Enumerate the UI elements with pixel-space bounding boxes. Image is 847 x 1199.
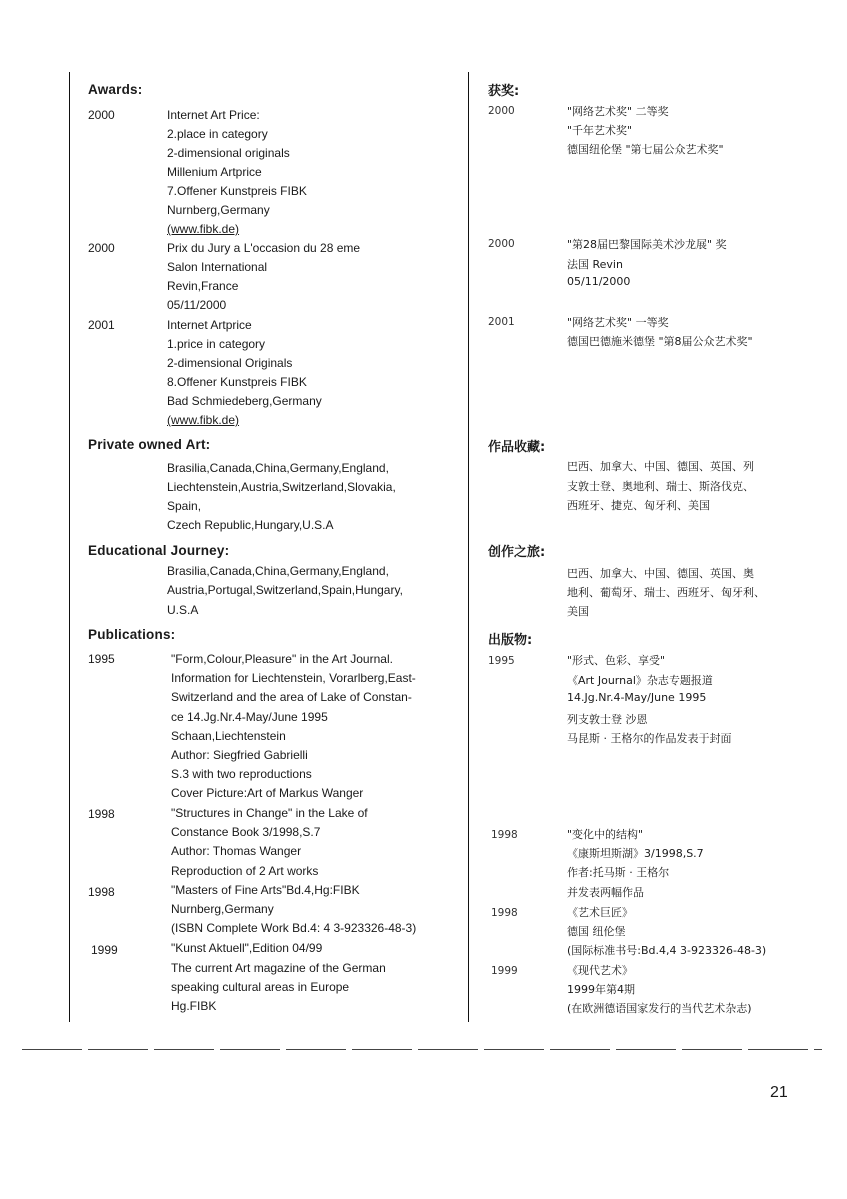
footer-rule (22, 1049, 822, 1050)
entry-line: U.S.A (167, 603, 199, 617)
award-year: 2000 (88, 241, 115, 255)
center-column-rule (468, 72, 469, 1022)
entry-line: Constance Book 3/1998,S.7 (171, 825, 321, 839)
award-year: 2000 (88, 108, 115, 122)
entry-line: Prix du Jury a L'occasion du 28 eme (167, 241, 361, 255)
publication-year: 1995 (88, 652, 115, 666)
entry-line: 巴西、加拿大、中国、德国、英国、奥 (567, 567, 754, 580)
entry-line: Brasilia,Canada,China,Germany,England, (167, 461, 389, 475)
publication-year: 1998 (491, 829, 518, 841)
award-year: 2001 (488, 316, 515, 328)
page-number: 21 (770, 1084, 788, 1101)
entry-line: 8.Offener Kunstpreis FIBK (167, 375, 307, 389)
entry-line: Nurnberg,Germany (167, 203, 270, 217)
educational-journey-heading: Educational Journey: (88, 543, 230, 558)
entry-line: 05/11/2000 (167, 298, 227, 312)
entry-line: 《康斯坦斯湖》3/1998,S.7 (567, 847, 704, 860)
entry-line: 作者:托马斯 · 王格尔 (567, 866, 670, 879)
publication-year: 1998 (88, 807, 115, 821)
publication-year: 1999 (91, 943, 118, 957)
entry-line: The current Art magazine of the German (171, 961, 386, 975)
entry-line: 法国 Revin (567, 258, 623, 271)
entry-line: 支敦士登、奥地利、瑞士、斯洛伐克、 (567, 480, 754, 493)
award-year: 2001 (88, 318, 115, 332)
entry-line: 德国巴德施米德堡 "第8届公众艺术奖" (567, 335, 753, 348)
award-year: 2000 (488, 238, 515, 250)
entry-line: 《现代艺术》 (567, 964, 633, 977)
entry-line: "网络艺术奖" 一等奖 (567, 316, 669, 329)
entry-line: (www.fibk.de) (167, 222, 240, 236)
entry-line: 《Art Journal》杂志专题报道 (567, 674, 713, 687)
entry-line: Cover Picture:Art of Markus Wanger (171, 786, 364, 800)
entry-line: Schaan,Liechtenstein (171, 729, 286, 743)
entry-line: 地利、葡萄牙、瑞士、西班牙、匈牙利、 (567, 586, 765, 599)
entry-line: Austria,Portugal,Switzerland,Spain,Hungary, (167, 583, 403, 597)
publication-year: 1998 (491, 907, 518, 919)
entry-line: "第28届巴黎国际美术沙龙展" 奖 (567, 238, 727, 251)
entry-line: (www.fibk.de) (167, 413, 240, 427)
entry-line: 2-dimensional Originals (167, 356, 293, 370)
entry-line: 马昆斯 · 王格尔的作品发表于封面 (567, 732, 732, 745)
entry-line: 05/11/2000 (567, 275, 631, 288)
entry-line: "形式、色彩、享受" (567, 654, 666, 667)
entry-line: "变化中的结构" (567, 828, 644, 841)
entry-line: "Kunst Aktuell",Edition 04/99 (171, 941, 323, 955)
awards-heading-zh: 获奖: (488, 84, 520, 99)
entry-line: Spain, (167, 499, 202, 513)
entry-line: 列支敦士登 沙恩 (567, 713, 648, 726)
entry-line: "网络艺术奖" 二等奖 (567, 105, 669, 118)
publications-heading: Publications: (88, 627, 176, 642)
entry-line: 2.place in category (167, 127, 268, 141)
entry-line: (在欧洲德语国家发行的当代艺术杂志) (567, 1002, 752, 1015)
publications-heading-zh: 出版物: (488, 633, 533, 648)
entry-line: Switzerland and the area of Lake of Constan- (171, 690, 412, 704)
entry-line: Millenium Artprice (167, 165, 262, 179)
entry-line: Reproduction of 2 Art works (171, 864, 319, 878)
entry-line: Internet Artprice (167, 318, 252, 332)
entry-line: speaking cultural areas in Europe (171, 980, 350, 994)
entry-line: 德国 纽伦堡 (567, 925, 626, 938)
entry-line: 1.price in category (167, 337, 266, 351)
award-year: 2000 (488, 105, 515, 117)
journey-heading-zh: 创作之旅: (488, 545, 546, 560)
private-owned-heading: Private owned Art: (88, 437, 211, 452)
entry-line: 并发表两幅作品 (567, 886, 644, 899)
entry-line: "Form,Colour,Pleasure" in the Art Journal. (171, 652, 393, 666)
entry-line: 14.Jg.Nr.4-May/June 1995 (567, 691, 707, 704)
entry-line: Revin,France (167, 279, 239, 293)
publication-year: 1999 (491, 965, 518, 977)
entry-line: 7.Offener Kunstpreis FIBK (167, 184, 307, 198)
entry-line: "Structures in Change" in the Lake of (171, 806, 368, 820)
entry-line: Salon International (167, 260, 268, 274)
collection-heading-zh: 作品收藏: (488, 440, 546, 455)
entry-line: "Masters of Fine Arts"Bd.4,Hg:FIBK (171, 883, 360, 897)
entry-line: 2-dimensional originals (167, 146, 290, 160)
entry-line: Hg.FIBK (171, 999, 217, 1013)
left-column-rule (69, 72, 70, 1022)
entry-line: Bad Schmiedeberg,Germany (167, 394, 322, 408)
entry-line: S.3 with two reproductions (171, 767, 312, 781)
entry-line: 《艺术巨匠》 (567, 906, 633, 919)
publication-year: 1998 (88, 885, 115, 899)
entry-line: "千年艺术奖" (567, 124, 633, 137)
entry-line: Author: Thomas Wanger (171, 844, 302, 858)
entry-line: (国际标准书号:Bd.4,4 3-923326-48-3) (567, 944, 767, 957)
entry-line: Brasilia,Canada,China,Germany,England, (167, 564, 389, 578)
publication-year: 1995 (488, 655, 515, 667)
entry-line: Internet Art Price: (167, 108, 260, 122)
entry-line: (ISBN Complete Work Bd.4: 4 3-923326-48-3) (171, 921, 417, 935)
entry-line: ce 14.Jg.Nr.4-May/June 1995 (171, 710, 328, 724)
awards-heading: Awards: (88, 82, 143, 97)
entry-line: 巴西、加拿大、中国、德国、英国、列 (567, 460, 754, 473)
entry-line: Liechtenstein,Austria,Switzerland,Slovakia, (167, 480, 396, 494)
entry-line: Czech Republic,Hungary,U.S.A (167, 518, 334, 532)
entry-line: 德国纽伦堡 "第七届公众艺术奖" (567, 143, 724, 156)
entry-line: 西班牙、捷克、匈牙利、美国 (567, 499, 710, 512)
entry-line: 美国 (567, 605, 589, 618)
entry-line: Information for Liechtenstein, Vorarlberg,East- (171, 671, 416, 685)
entry-line: Author: Siegfried Gabrielli (171, 748, 308, 762)
entry-line: 1999年第4期 (567, 983, 635, 996)
entry-line: Nurnberg,Germany (171, 902, 274, 916)
